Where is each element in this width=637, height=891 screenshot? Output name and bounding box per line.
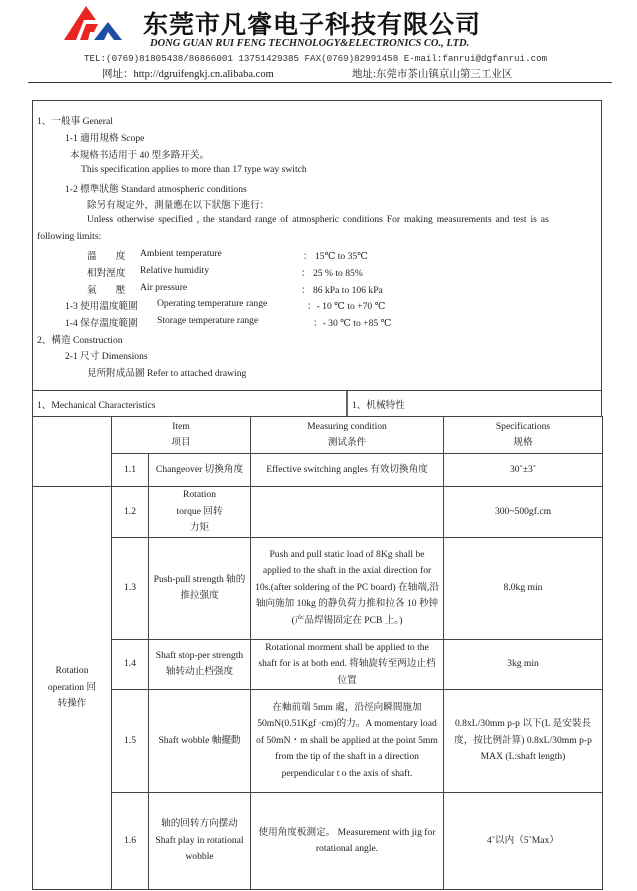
row-condition: Effective switching angles 有效切換角度 bbox=[251, 454, 444, 487]
dimensions-heading: 2-1 尺寸 Dimensions bbox=[65, 351, 148, 362]
row-number: 1.3 bbox=[112, 537, 149, 639]
company-name-en: DONG GUAN RUI FENG TECHNOLOGY&ELECTRONICS CO., LTD. bbox=[150, 38, 470, 49]
row-condition: 使用角度板測定。 Measurement with jig for rotational angle. bbox=[251, 793, 444, 890]
mechanical-table bbox=[32, 416, 603, 890]
table-header-row bbox=[33, 417, 603, 454]
cond-label-cn: 氣 壓 bbox=[87, 285, 126, 296]
row-spec: 8.0kg min bbox=[444, 537, 603, 639]
table-row bbox=[33, 454, 603, 487]
row-item: 轴的回转方向摆动 Shaft play in rotational wobble bbox=[149, 793, 251, 890]
conditions-cn: 除另有規定外，測量應在以下狀態下進行： bbox=[87, 200, 270, 211]
company-name-cn: 东莞市凡睿电子科技有限公司 bbox=[143, 10, 482, 39]
op-temp-label-en: Operating temperature range bbox=[157, 298, 268, 309]
cond-value: ： 86 kPa to 106 kPa bbox=[301, 285, 383, 296]
header-divider bbox=[28, 82, 612, 83]
table-row bbox=[33, 537, 603, 639]
dimensions-text: 見所附成品圖 Refer to attached drawing bbox=[87, 368, 247, 379]
row-number: 1.5 bbox=[112, 690, 149, 793]
scope-cn: 本規格书适用于 40 型多路开关。 bbox=[70, 150, 210, 161]
row-item: Shaft wobble 軸擺動 bbox=[149, 690, 251, 793]
storage-temp-label-cn: 1-4 保存溫度範圍 bbox=[65, 318, 138, 329]
row-item: Push-pull strength 轴的推拉强度 bbox=[149, 537, 251, 639]
row-number: 1.4 bbox=[112, 639, 149, 690]
mechanical-title-en: 1、Mechanical Characteristics bbox=[33, 391, 348, 416]
table-row bbox=[33, 639, 603, 690]
general-section bbox=[32, 100, 602, 391]
address: 地址:东莞市茶山镇京山第三工业区 bbox=[352, 69, 513, 80]
group-label: Rotation operation 回转操作 bbox=[33, 487, 112, 890]
cond-value: ： 25 % to 85% bbox=[301, 268, 363, 279]
conditions-en-cont: following limits: bbox=[37, 231, 102, 242]
cond-label-en: Air pressure bbox=[140, 282, 188, 293]
heading-construction: 2、構造 Construction bbox=[37, 335, 123, 346]
row-item: Changeover 切換角度 bbox=[149, 454, 251, 487]
heading-general: 1、一般事 General bbox=[37, 116, 113, 127]
cond-label-cn: 相對溼度 bbox=[87, 268, 126, 279]
table-row bbox=[33, 690, 603, 793]
row-number: 1.6 bbox=[112, 793, 149, 890]
row-spec: 30˚±3˚ bbox=[444, 454, 603, 487]
conditions-heading: 1-2 標準狀態 Standard atmospheric conditions bbox=[65, 184, 247, 195]
op-temp-label-cn: 1-3 使用溫度範圍 bbox=[65, 301, 138, 312]
row-spec: 300~500gf.cm bbox=[444, 487, 603, 538]
row-number: 1.2 bbox=[112, 487, 149, 538]
contact-info: TEL:(0769)81805438/86866001 13751429385 FAX(0769)82991458 E-mail:fanrui@dgfanrui.com bbox=[84, 53, 548, 64]
cond-label-en: Ambient temperature bbox=[140, 248, 222, 259]
scope-heading: 1-1 適用規格 Scope bbox=[65, 133, 145, 144]
row-number: 1.1 bbox=[112, 454, 149, 487]
cond-label-en: Relative humidity bbox=[140, 265, 210, 276]
header-condition: Measuring condition 测试条件 bbox=[251, 417, 444, 454]
mechanical-title-cn: 1、机械特性 bbox=[352, 400, 405, 411]
row-condition: Push and pull static load of 8Kg shall be applied to the shaft in the axial direction for 10s.(after soldering of the PC board) 在轴端,沿轴向施加 10kg 的静负荷力推和拉各 10 秒钟(产品焊锡固定在 PCB 上。) bbox=[251, 537, 444, 639]
website: 网址：http://dgruifengkj.cn.alibaba.com bbox=[102, 69, 274, 80]
mechanical-header bbox=[32, 390, 602, 417]
cond-value: ： 15℃ to 35℃ bbox=[303, 251, 368, 262]
row-item: Shaft stop-per strength 轴转动止档强度 bbox=[149, 639, 251, 690]
row-condition: 在軸前端 5mm 處，沿徑向瞬間施加 50mN(0.51Kgf ·cm)的力。A momentary load of 50mN・m shall be applied at the point 5mm from the tip of the shaft in a direction perpendicular t o the axis of shaft. bbox=[251, 690, 444, 793]
row-spec: 0.8xL/30mm p-p 以下(L 是安裝長度，按比例計算) 0.8xL/30mm p-p MAX (L:shaft length) bbox=[444, 690, 603, 793]
table-row bbox=[33, 793, 603, 890]
row-spec: 3kg min bbox=[444, 639, 603, 690]
cond-label-cn: 溫 度 bbox=[87, 251, 126, 262]
table-row bbox=[33, 487, 603, 538]
header-spec: Specifications 规格 bbox=[444, 417, 603, 454]
row-condition: Rotational morment shall be applied to the shaft for is at both end. 将轴旋转至两边止档位置 bbox=[251, 639, 444, 690]
header-item: Item 项目 bbox=[112, 417, 251, 454]
op-temp-value: ：- 10 ℃ to +70 ℃ bbox=[307, 301, 386, 312]
row-condition bbox=[251, 487, 444, 538]
scope-en: This specification applies to more than 17 type way switch bbox=[81, 164, 307, 175]
storage-temp-value: ：- 30 ℃ to +85 ℃ bbox=[313, 318, 392, 329]
conditions-en: Unless otherwise specified , the standard range of atmospheric conditions For making measurements and test is as bbox=[87, 214, 549, 225]
row-item: Rotation torque 回转力矩 bbox=[149, 487, 251, 538]
company-logo bbox=[64, 4, 122, 44]
storage-temp-label-en: Storage temperature range bbox=[157, 315, 259, 326]
row-spec: 4˚以内（5˚Max） bbox=[444, 793, 603, 890]
